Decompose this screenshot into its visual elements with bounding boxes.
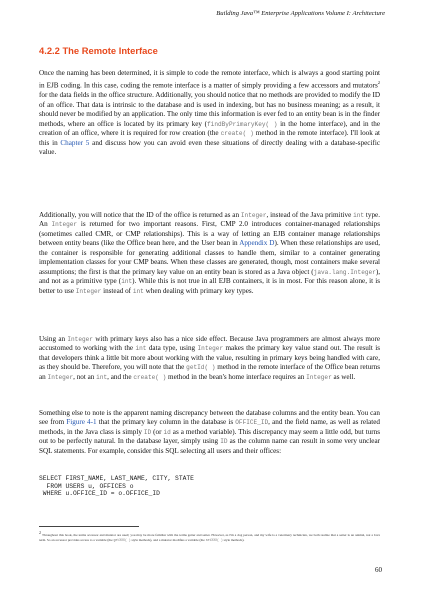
inline-code: create( ) [133,373,167,381]
inline-code: getId( ) [186,364,216,372]
figure-4-1-link[interactable]: Figure 4-1 [66,418,97,427]
inline-code: OFFICE_ID [235,419,269,427]
page-number: 60 [375,566,382,574]
paragraph-naming-discrepancy: Something else to note is the apparent naming discrepancy between the database columns and the entity bean. You can see from Figure 4-1 that the primary key column in the database is OFFICE_ID, and the field name, as well as related methods, in the Java class is simply ID (or id as a method variable). This discrepancy may seem a little odd, but turns out to be perfectly natural. In the database layer, simply using ID as the column name can result in some very unclear SQL statements. For example, consider this SQL selecting all users and their offices: [39,409,380,455]
inline-code: setXXX( ) [205,537,223,542]
inline-code: int [135,345,147,353]
inline-code: int [121,278,133,286]
inline-code: Integer [197,345,224,353]
footnote: $^2$ Throughout this book, the terms accessor and mutator are used; you may be more familiar with the terms getter and setter. However, as I'm a dog person, and my wife is a veterinary technician, we both realize that a setter is an animal, not a Java term. So an accessor provides access to a variable (the getXXX( ) style methods), and a mutator modifies a variable (the setXXX( ) style methods). [39,530,380,542]
running-header: Building Java™ Enterprise Applications Volume I: Architecture [216,10,385,17]
inline-code: java.lang.Integer [313,268,376,276]
inline-code: Integer [75,287,102,295]
paragraph-integer-side-effect: Using an Integer with primary keys also has a nice side effect. Because Java programmers are almost always more accustomed to working with the int data type, using Integer makes the primary key value stand out. The result is that developers think a little bit more about working with the value, resulting in primary keys being handled with care, as they should be. Therefore, you will note that the getId( ) method in the remote interface of the Office bean returns an Integer, not an int, and the create( ) method in the bean's home interface requires an Integer as well. [39,335,381,381]
inline-code: ID [143,428,152,436]
paragraph-remote-interface-intro: Once the naming has been determined, it is simple to code the remote interface, which is always a good starting point in EJB coding. In this case, coding the remote interface is a matter of simply providing a few accessors and mutators$^2$ for the data fields in the office structure. Additionally, you should notice that no methods are provided to modify the ID of an office. That data is intrinsic to the database and is used in indexing, but has no business meaning; as a result, it should never be modified by an application. The only time this information is ever fed to an entity bean is in the finder methods, where an office is located by its primary key (findByPrimaryKey( ) in the home interface), and in the creation of an office, where it is required for row creation (the create( ) method in the remote interface). I'll look at this in Chapter 5 and discuss how you can avoid even these situations of directly dealing with a database-specific value. [39,69,380,156]
section-heading: 4.2.2 The Remote Interface [39,45,158,56]
footnote-divider [39,526,139,527]
inline-code: getXXX( ) [113,537,131,542]
paragraph-integer-primary-key: Additionally, you will notice that the ID of the office is returned as an Integer, instead of the Java primitive int type. An Integer is returned for two important reasons. First, CMP 2.0 introduces container-managed relationships (sometimes called CMR, or CMP relationships). This is a way of letting an EJB container manage relationships between entity beans (like the Office bean here, and the User bean in Appendix D). When these relationships are used, the container is responsible for generating additional classes to handle them, similar to a container generating implementation classes for your CMP beans. When these classes are generated, though, most containers make several assumptions; the first is that the primary key value on an entity bean is stored as a Java object (java.lang.Integer), and not as a primitive type (int). While this is not true in all EJB containers, it is in most. For this reason alone, it is better to use Integer instead of int when dealing with primary key types. [39,211,381,295]
inline-code: id [163,428,171,436]
inline-code: int [353,212,365,219]
footnote-marker: 2 [39,530,41,535]
appendix-d-link[interactable]: Appendix D [239,239,275,248]
inline-code: Integer [306,373,332,381]
inline-code: Integer [67,336,93,343]
sql-code-block: SELECT FIRST_NAME, LAST_NAME, CITY, STATE FROM USERS u, OFFICES o WHERE u.OFFICE_ID = o.OFFICE_ID [39,475,194,498]
footnote-reference[interactable]: 2 [377,80,380,86]
inline-code: create( ) [220,130,254,138]
inline-code: int [132,287,144,295]
inline-code: findByPrimaryKey( ) [207,120,278,128]
inline-code: Integer [240,212,267,219]
inline-code: int [96,373,108,381]
inline-code: Integer [47,373,74,381]
inline-code: ID [220,438,228,446]
chapter-5-link[interactable]: Chapter 5 [60,138,90,147]
inline-code: Integer [51,221,78,229]
